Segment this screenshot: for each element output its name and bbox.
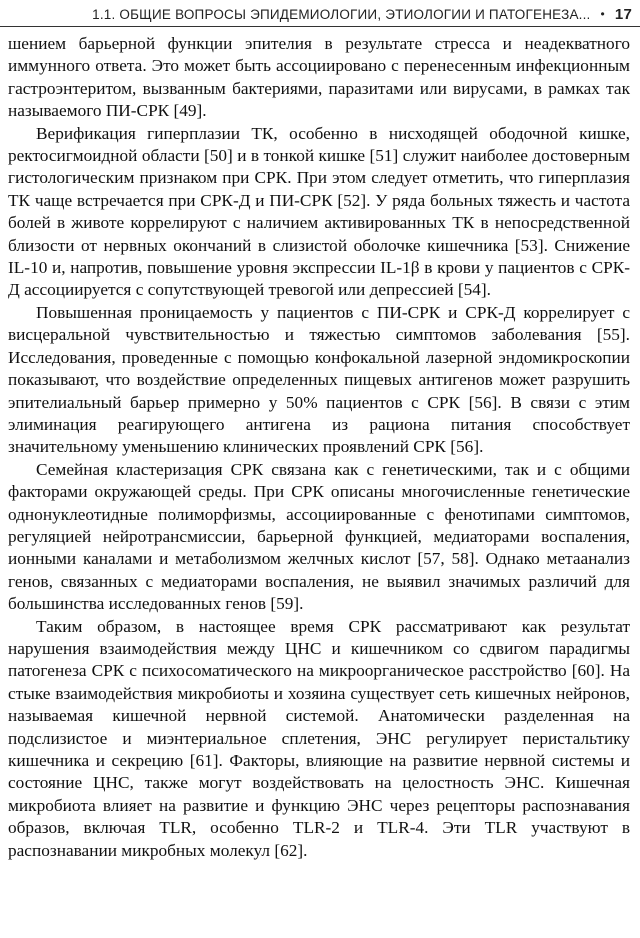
body-text	[8, 33, 630, 862]
running-title: 1.1. ОБЩИЕ ВОПРОСЫ ЭПИДЕМИОЛОГИИ, ЭТИОЛОГИИ И ПАТОГЕНЕЗА...	[92, 6, 591, 22]
paragraph: Таким образом, в настоящее время СРК рассматривают как результат нарушения взаимодействия между ЦНС и кишечником со сдвигом парадигмы патогенеза СРК с психосоматического на микроорганическое расстройство [60]. На стыке взаимодействия микробиоты и хозяина существует сеть кишечных нейронов, называемая кишечной нервной системой. Анатомически разделенная на подслизистое и миэнтериальное сплетения, ЭНС регулирует перистальтику кишечника и секрецию [61]. Факторы, влияющие на развитие нервной системы и состояние ЦНС, также могут воздействовать на целостность ЭНС. Кишечная микробиота влияет на развитие и функцию ЭНС через рецепторы распознавания образов, включая TLR, особенно TLR-2 и TLR-4. Эти TLR участвуют в распознавании микробных молекул [62].	[8, 616, 630, 860]
paragraph: Семейная кластеризация СРК связана как с генетическими, так и с общими факторами окружающей среды. При СРК описаны многочисленные генетические однонуклеотидные полиморфизмы, ассоциированные с фенотипами симптомов, регуляцией нейротрансмиссии, барьерной функцией, медиаторами воспаления, ионными каналами и метаболизмом желчных кислот [57, 58]. Однако метаанализ генов, связанных с медиаторами воспаления, не выявил значимых различий для большинства исследованных генов [59].	[8, 459, 630, 614]
paragraph: Повышенная проницаемость у пациентов с ПИ-СРК и СРК-Д коррелирует с висцеральной чувствительностью и тяжестью симптомов заболевания [55]. Исследования, проведенные с помощью конфокальной лазерной эндомикроскопии показывают, что воздействие определенных пищевых антигенов может разрушить эпителиальный барьер примерно у 50% пациентов с СРК [56]. В связи с этим элиминация реагирующего антигена из рациона питания способствует значительному уменьшению клинических проявлений СРК [56].	[8, 302, 630, 457]
page-number: 17	[614, 5, 632, 23]
bullet-separator: •	[600, 7, 605, 21]
header-rule	[0, 26, 640, 27]
running-header	[0, 3, 632, 25]
paragraph-continued: шением барьерной функции эпителия в результате стресса и неадекватного иммунного ответа. Это может быть ассоциировано с перенесенным инфекционным гастроэнтеритом, вызванным бактериями, паразитами или вирусами, в рамках так называемого ПИ-СРК [49].	[8, 34, 630, 121]
paragraph: Верификация гиперплазии ТК, особенно в нисходящей ободочной кишке, ректосигмоидной области [50] и в тонкой кишке [51] служит наиболее достоверным гистологическим признаком при СРК. При этом следует отметить, что гиперплазия ТК чаще встречается при СРК-Д и ПИ-СРК [52]. У ряда больных тяжесть и частота болей в животе коррелируют с наличием активированных ТК в непосредственной близости от нервных окончаний в слизистой оболочке кишечника [53]. Снижение IL-10 и, напротив, повышение уровня экспрессии IL-1β в крови у пациентов с СРК-Д ассоциируется с сопутствующей тревогой или депрессией [54].	[8, 123, 630, 300]
